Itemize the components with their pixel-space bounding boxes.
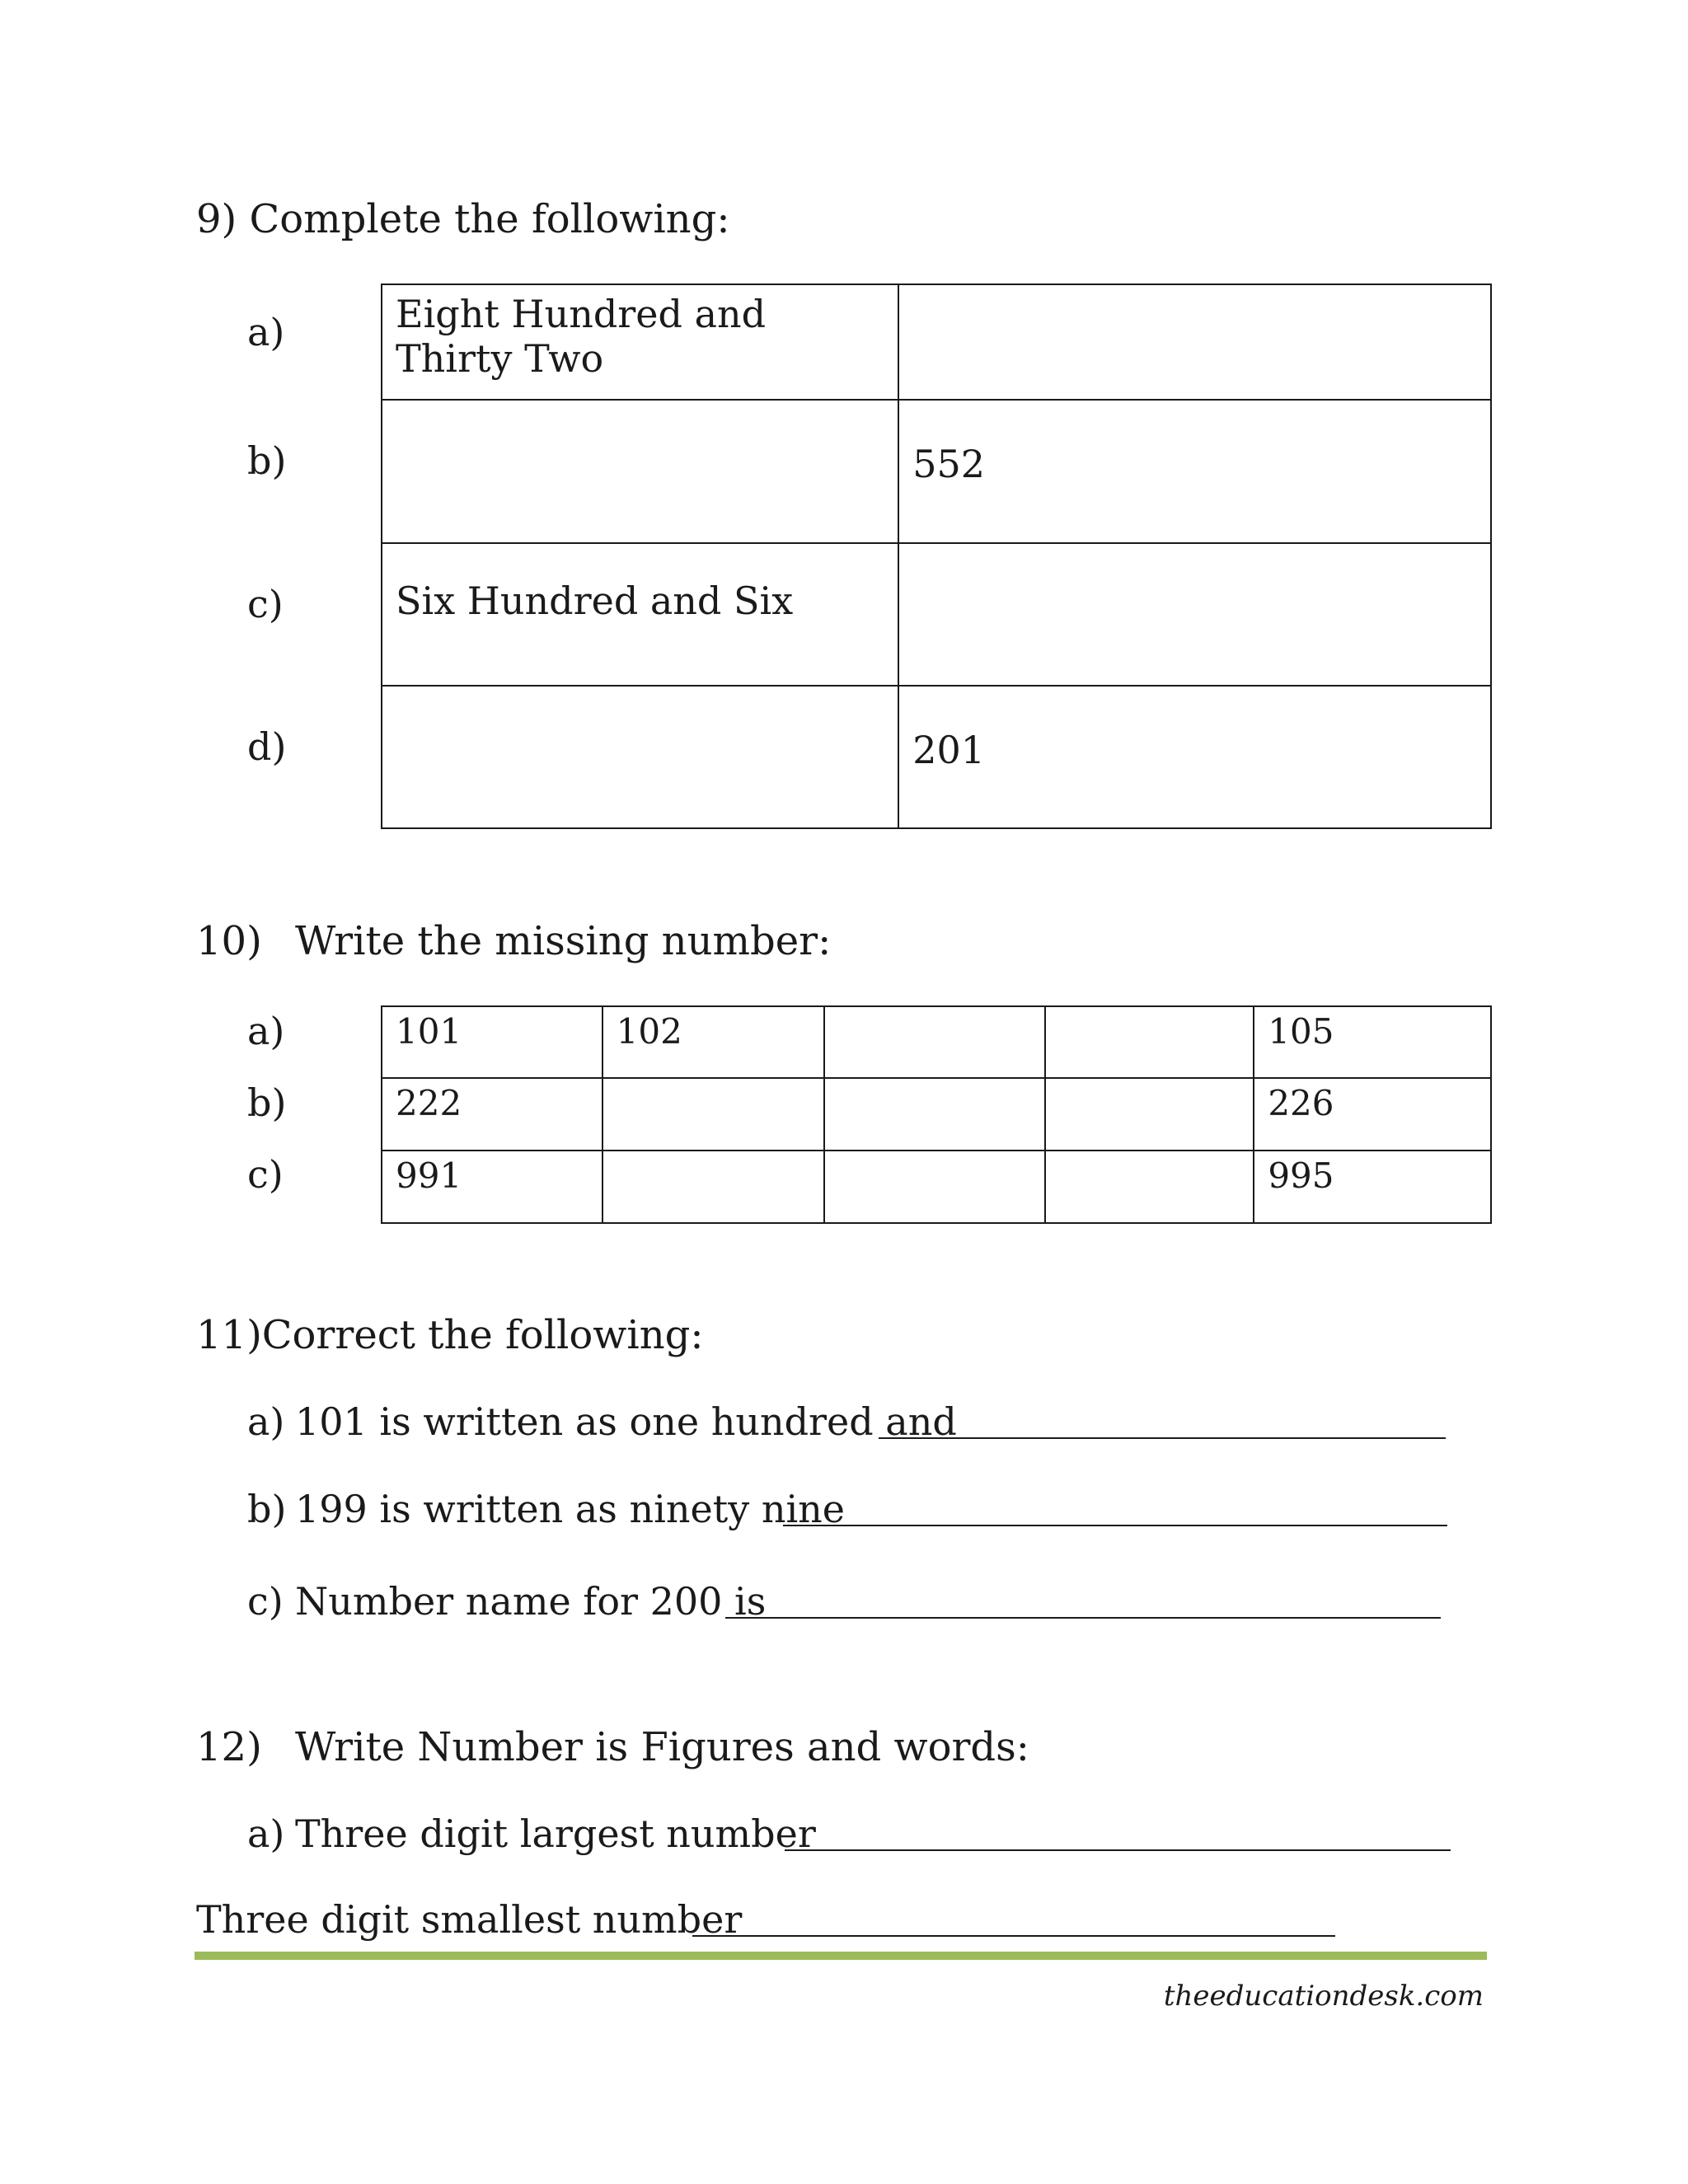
q9-number-cell-c[interactable] xyxy=(898,543,1491,686)
table-row xyxy=(382,686,1491,828)
q9-words-cell-a[interactable]: Eight Hundred and Thirty Two xyxy=(382,284,898,400)
q10-cell[interactable]: 995 xyxy=(1254,1151,1491,1223)
q10-cell[interactable] xyxy=(824,1006,1045,1078)
q10-cell[interactable] xyxy=(824,1151,1045,1223)
question-9-title: 9) Complete the following: xyxy=(196,196,730,242)
q9-row-label-d: d) xyxy=(247,724,287,769)
question-12-number: 12) xyxy=(196,1724,262,1770)
q9-number-cell-a[interactable] xyxy=(898,284,1491,400)
q11-answer-line-a[interactable] xyxy=(879,1437,1446,1439)
q10-cell[interactable] xyxy=(1045,1078,1254,1151)
footer-site-name: theeducationdesk.com xyxy=(1163,1980,1484,2013)
q10-cell[interactable] xyxy=(1045,1006,1254,1078)
q10-cell[interactable]: 222 xyxy=(382,1078,603,1151)
q12-answer-line-b[interactable] xyxy=(692,1935,1335,1937)
q11-item-label-a: a) xyxy=(247,1399,285,1444)
q11-answer-line-c[interactable] xyxy=(725,1617,1441,1619)
question-12-title: Write Number is Figures and words: xyxy=(295,1724,1029,1770)
question-10-number: 10) xyxy=(196,918,262,964)
question-11-title: 11)Correct the following: xyxy=(196,1312,704,1358)
question-10-title: Write the missing number: xyxy=(295,918,832,964)
table-row xyxy=(382,400,1491,543)
table-row xyxy=(382,284,1491,400)
q10-cell[interactable] xyxy=(824,1078,1045,1151)
q9-number-cell-b[interactable]: 552 xyxy=(898,400,1491,543)
q10-cell[interactable]: 226 xyxy=(1254,1078,1491,1151)
q12-answer-line-a[interactable] xyxy=(785,1849,1451,1851)
q9-words-cell-d[interactable] xyxy=(382,686,898,828)
q9-row-label-c: c) xyxy=(247,582,284,626)
footer-divider xyxy=(195,1952,1487,1960)
table-row xyxy=(382,1151,1491,1223)
q12-item-label-a: a) xyxy=(247,1811,285,1856)
table-row xyxy=(382,1078,1491,1151)
q10-row-label-a: a) xyxy=(247,1009,285,1053)
q9-row-label-b: b) xyxy=(247,438,287,483)
q12-item-text-b: Three digit smallest number xyxy=(196,1897,743,1942)
q10-row-label-c: c) xyxy=(247,1152,284,1197)
table-row xyxy=(382,543,1491,686)
q10-cell[interactable]: 105 xyxy=(1254,1006,1491,1078)
q11-item-label-b: b) xyxy=(247,1487,287,1531)
q11-item-label-c: c) xyxy=(247,1579,284,1624)
q9-words-cell-b[interactable] xyxy=(382,400,898,543)
q9-row-label-a: a) xyxy=(247,310,285,354)
q11-item-text-b: 199 is written as ninety nine xyxy=(295,1487,845,1531)
q11-item-text-a: 101 is written as one hundred and xyxy=(295,1399,957,1444)
q10-cell[interactable]: 991 xyxy=(382,1151,603,1223)
q9-words-cell-c[interactable]: Six Hundred and Six xyxy=(382,543,898,686)
q11-answer-line-b[interactable] xyxy=(783,1525,1447,1526)
q10-cell[interactable]: 102 xyxy=(603,1006,825,1078)
q10-row-label-b: b) xyxy=(247,1080,287,1125)
q10-cell[interactable] xyxy=(1045,1151,1254,1223)
q12-item-text-a: Three digit largest number xyxy=(295,1811,816,1856)
q10-cell[interactable] xyxy=(603,1151,825,1223)
q9-number-cell-d[interactable]: 201 xyxy=(898,686,1491,828)
q10-cell[interactable]: 101 xyxy=(382,1006,603,1078)
q10-cell[interactable] xyxy=(603,1078,825,1151)
q11-item-text-c: Number name for 200 is xyxy=(295,1579,767,1624)
q10-table xyxy=(381,1005,1492,1224)
table-row xyxy=(382,1006,1491,1078)
q9-table xyxy=(381,284,1492,829)
